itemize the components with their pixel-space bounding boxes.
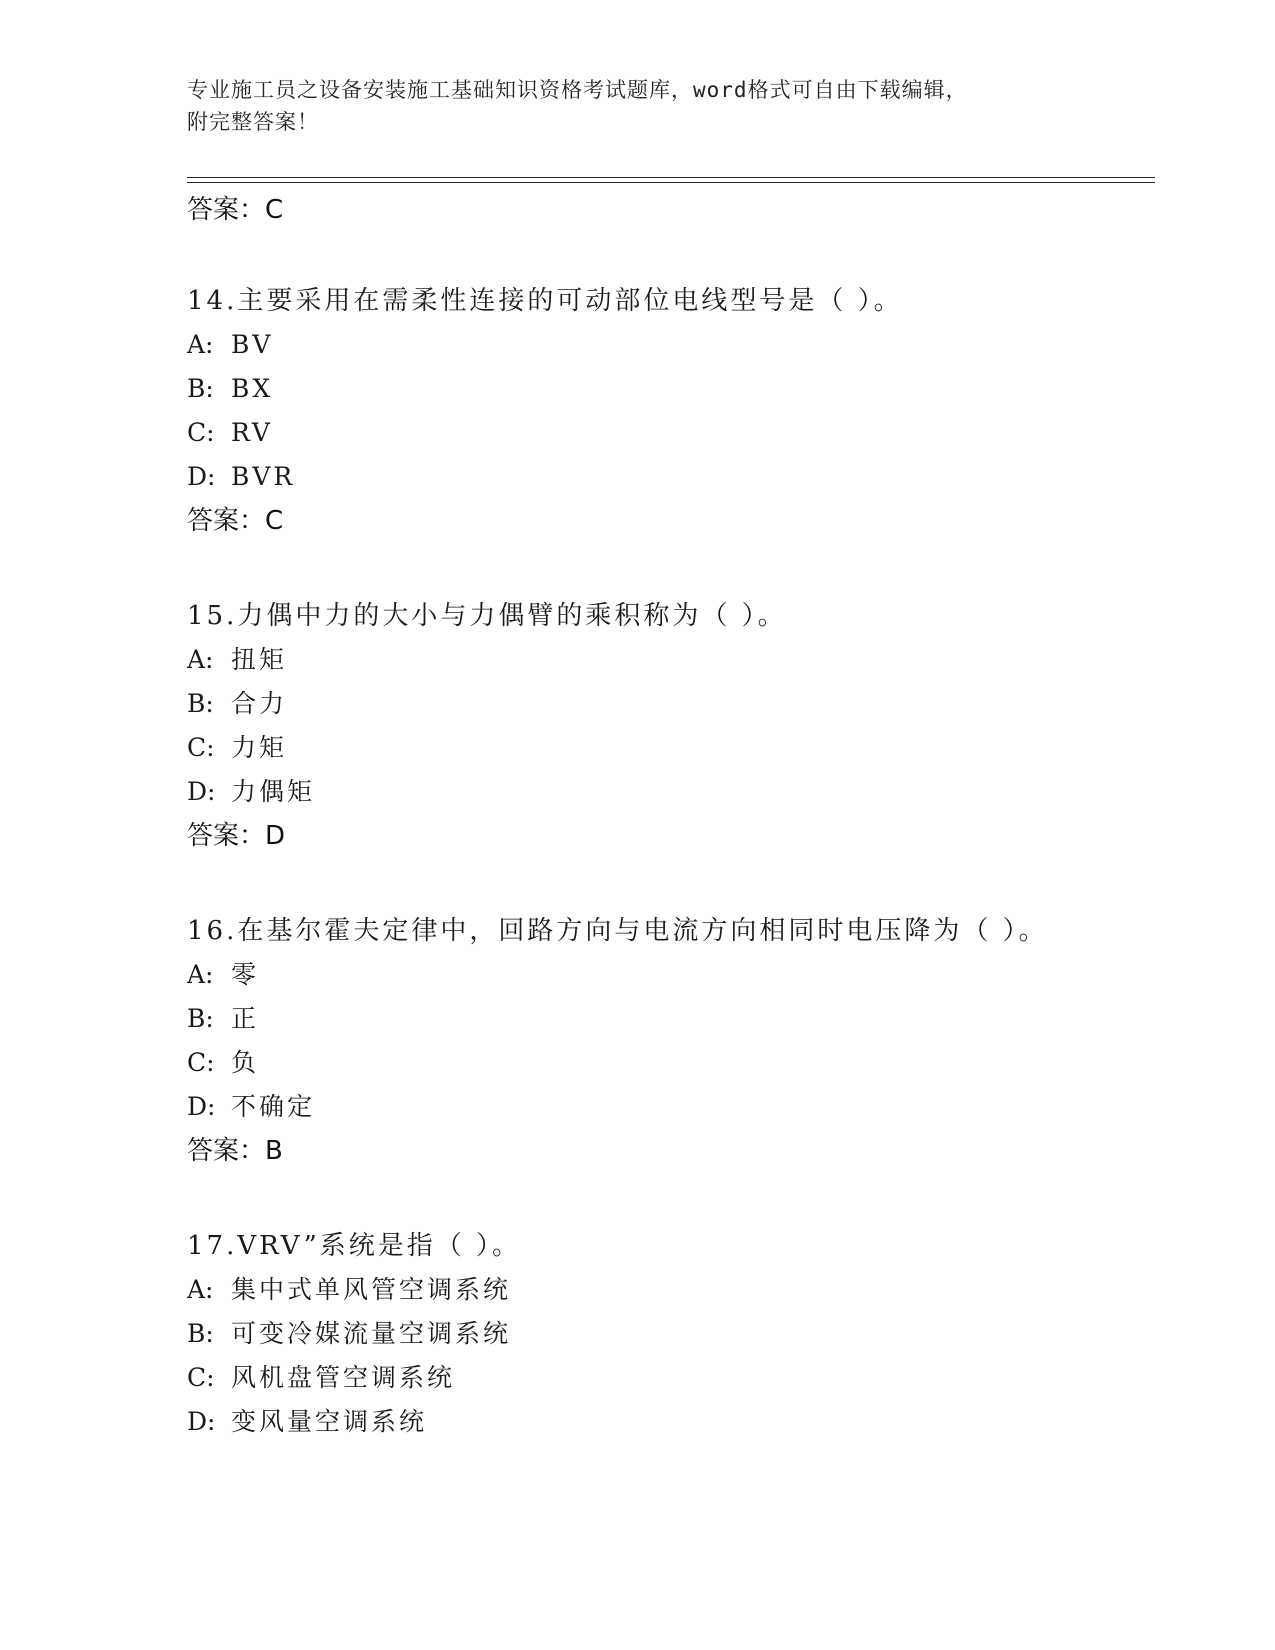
option-key: D:	[187, 1407, 216, 1436]
option-key: B:	[187, 689, 214, 718]
question-stem: 17.VRV”系统是指（ ）。	[187, 1231, 522, 1261]
option-b	[187, 1318, 511, 1350]
option-text: 风机盘管空调系统	[231, 1363, 456, 1392]
option-a	[187, 644, 287, 676]
question-stem: 14.主要采用在需柔性连接的可动部位电线型号是（ ）。	[187, 286, 903, 316]
answer-line: 答案：B	[187, 1136, 283, 1166]
option-key: D:	[187, 1092, 216, 1121]
option-b	[187, 688, 287, 720]
option-key: B:	[187, 1004, 214, 1033]
question-stem: 15.力偶中力的大小与力偶臂的乘积称为（ ）。	[187, 601, 787, 631]
option-a	[187, 329, 273, 361]
option-key: C:	[187, 1048, 215, 1077]
option-key: D:	[187, 777, 216, 806]
question-stem: 16.在基尔霍夫定律中，回路方向与电流方向相同时电压降为（ ）。	[187, 916, 1048, 946]
option-text: BV	[231, 330, 274, 359]
option-key: C:	[187, 418, 215, 447]
option-d	[187, 1091, 315, 1123]
option-text: 可变冷媒流量空调系统	[231, 1319, 512, 1348]
option-key: A:	[187, 1275, 214, 1304]
header-line-1: 专业施工员之设备安装施工基础知识资格考试题库，word格式可自由下载编辑，	[187, 78, 968, 102]
option-text: 正	[231, 1004, 260, 1033]
option-text: BX	[231, 374, 274, 403]
option-c	[187, 417, 273, 449]
option-a	[187, 959, 259, 991]
option-text: 扭矩	[231, 645, 288, 674]
option-text: 不确定	[231, 1092, 316, 1121]
document-header	[187, 74, 1087, 138]
option-b	[187, 373, 273, 405]
option-key: C:	[187, 1363, 215, 1392]
option-d	[187, 461, 295, 493]
option-d	[187, 1406, 427, 1438]
option-text: 负	[231, 1048, 260, 1077]
option-key: B:	[187, 374, 214, 403]
option-c	[187, 1047, 259, 1079]
option-c	[187, 1362, 455, 1394]
option-key: D:	[187, 462, 216, 491]
option-text: 变风量空调系统	[231, 1407, 428, 1436]
header-line-2: 附完整答案！	[187, 110, 319, 134]
header-rule-top	[187, 177, 1155, 178]
option-text: 力矩	[231, 733, 288, 762]
option-a	[187, 1274, 511, 1306]
answer-line: 答案：C	[187, 195, 284, 225]
option-text: RV	[231, 418, 273, 447]
option-key: C:	[187, 733, 215, 762]
option-text: 集中式单风管空调系统	[231, 1275, 512, 1304]
option-key: A:	[187, 645, 214, 674]
answer-line: 答案：D	[187, 821, 286, 851]
option-key: B:	[187, 1319, 214, 1348]
option-text: 合力	[231, 689, 288, 718]
answer-line: 答案：C	[187, 506, 284, 536]
option-text: BVR	[231, 462, 296, 491]
option-key: A:	[187, 330, 214, 359]
option-d	[187, 776, 315, 808]
option-key: A:	[187, 960, 214, 989]
option-text: 零	[231, 960, 260, 989]
option-c	[187, 732, 287, 764]
option-b	[187, 1003, 259, 1035]
option-text: 力偶矩	[231, 777, 316, 806]
header-rule-bottom	[187, 182, 1155, 183]
